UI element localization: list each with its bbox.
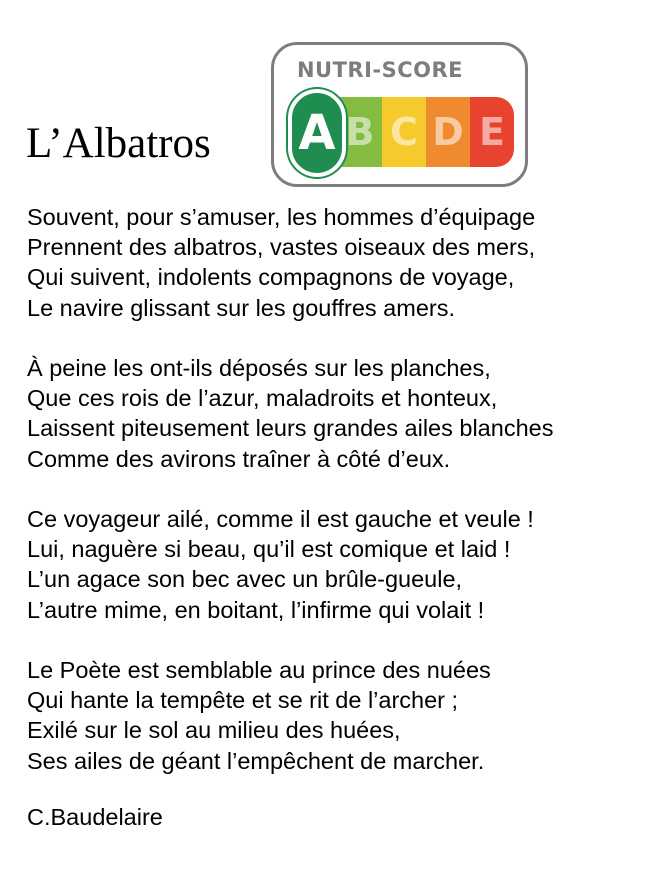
poem-line: Laissent piteusement leurs grandes ailes blanches (27, 415, 554, 442)
poem-line: À peine les ont-ils déposés sur les planches, (27, 355, 491, 381)
poem-stanza-4 (27, 655, 553, 776)
poem-line: Que ces rois de l’azur, maladroits et honteux, (27, 385, 498, 412)
poem-line: Comme des avirons traîner à côté d’eux. (27, 445, 451, 472)
nutri-grade-c: C (382, 97, 426, 167)
nutri-grade-e: E (470, 97, 514, 167)
nutri-score-label: NUTRI-SCORE (296, 58, 464, 82)
poem-line: Lui, naguère si beau, qu’il est comique et laid ! (27, 536, 511, 563)
poem-stanza-3 (27, 504, 553, 625)
nutri-score-scale (288, 93, 516, 175)
poem-body (27, 202, 553, 806)
poem-line: Exilé sur le sol au milieu des huées, (27, 717, 401, 744)
poem-stanza-1 (27, 202, 553, 323)
poem-line: L’un agace son bec avec un brûle-gueule, (27, 566, 463, 593)
poem-line: Qui hante la tempête et se rit de l’archer ; (27, 687, 459, 714)
nutri-score-badge (271, 42, 528, 187)
poem-line: Qui suivent, indolents compagnons de voyage, (27, 264, 515, 291)
author-signature: C.Baudelaire (27, 804, 163, 830)
poem-line: Ses ailes de géant l’empêchent de marcher. (27, 747, 485, 774)
poem-line: Prennent des albatros, vastes oiseaux des mers, (27, 234, 536, 261)
nutri-grade-d: D (426, 97, 470, 167)
nutri-grade-a-selected: A (288, 89, 346, 177)
poem-line: Le navire glissant sur les gouffres amers. (27, 294, 455, 321)
nutri-grade-b: B (338, 97, 382, 167)
page-title: L’Albatros (26, 120, 211, 167)
poem-line: Souvent, pour s’amuser, les hommes d’équipage (27, 204, 536, 230)
poem-line: Ce voyageur ailé, comme il est gauche et veule ! (27, 506, 534, 532)
poem-line: Le Poète est semblable au prince des nuées (27, 657, 491, 683)
poem-line: L’autre mime, en boitant, l’infirme qui volait ! (27, 596, 485, 623)
poem-stanza-2 (27, 353, 553, 474)
